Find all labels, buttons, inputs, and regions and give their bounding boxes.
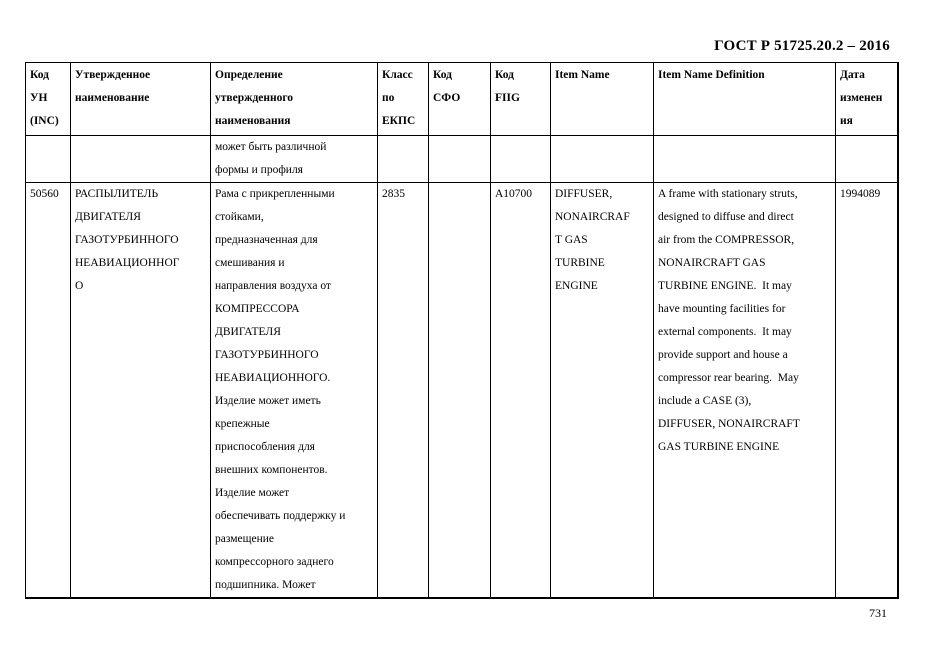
header-inc: Код УН (INC) xyxy=(26,63,71,136)
cell xyxy=(551,136,654,183)
header-fiig-code: Код FIIG xyxy=(491,63,551,136)
table-header-row xyxy=(26,63,898,136)
cell xyxy=(836,136,898,183)
item-name-definition-cell: A frame with stationary struts, designed to diffuse and direct air from the COMPRESSOR, NONAIRCRAFT GAS TURBINE ENGINE. It may have mounting facilities for external components. It may provide support and house a compressor rear bearing. May include a CASE (3), DIFFUSER, NONAIRCRAFT GAS TURBINE ENGINE xyxy=(654,183,836,599)
header-change-date: Дата изменен ия xyxy=(836,63,898,136)
definition-cell: Рама с прикрепленными стойками, предназначенная для смешивания и направления воздуха от КОМПРЕССОРА ДВИГАТЕЛЯ ГАЗОТУРБИННОГО НЕАВИАЦИОННОГО. Изделие может иметь крепежные приспособления для внешних компонентов. Изделие может обеспечивать поддержку и размещение компрессорного заднего подшипника. Может xyxy=(211,183,378,599)
standard-id: ГОСТ Р 51725.20.2 – 2016 xyxy=(714,38,890,54)
continuation-definition-cell: может быть различной формы и профиля xyxy=(211,136,378,183)
header-item-name: Item Name xyxy=(551,63,654,136)
cell xyxy=(491,136,551,183)
ekps-class-cell: 2835 xyxy=(378,183,429,599)
inc-cell: 50560 xyxy=(26,183,71,599)
item-name-table xyxy=(25,62,899,599)
item-name-cell: DIFFUSER, NONAIRCRAF T GAS TURBINE ENGINE xyxy=(551,183,654,599)
approved-name-cell: РАСПЫЛИТЕЛЬ ДВИГАТЕЛЯ ГАЗОТУРБИННОГО НЕАВИАЦИОННОГ О xyxy=(71,183,211,599)
header-ekps-class: Класс по ЕКПС xyxy=(378,63,429,136)
change-date-cell: 1994089 xyxy=(836,183,898,599)
cell xyxy=(429,136,491,183)
header-approved-name: Утвержденное наименование xyxy=(71,63,211,136)
sfo-code-cell xyxy=(429,183,491,599)
page-number: 731 xyxy=(869,606,887,620)
continuation-row xyxy=(26,136,898,183)
header-sfo-code: Код СФО xyxy=(429,63,491,136)
cell xyxy=(26,136,71,183)
header-definition: Определение утвержденного наименования xyxy=(211,63,378,136)
header-item-name-definition: Item Name Definition xyxy=(654,63,836,136)
cell xyxy=(71,136,211,183)
fiig-code-cell: A10700 xyxy=(491,183,551,599)
table-row xyxy=(26,183,898,599)
cell xyxy=(378,136,429,183)
cell xyxy=(654,136,836,183)
